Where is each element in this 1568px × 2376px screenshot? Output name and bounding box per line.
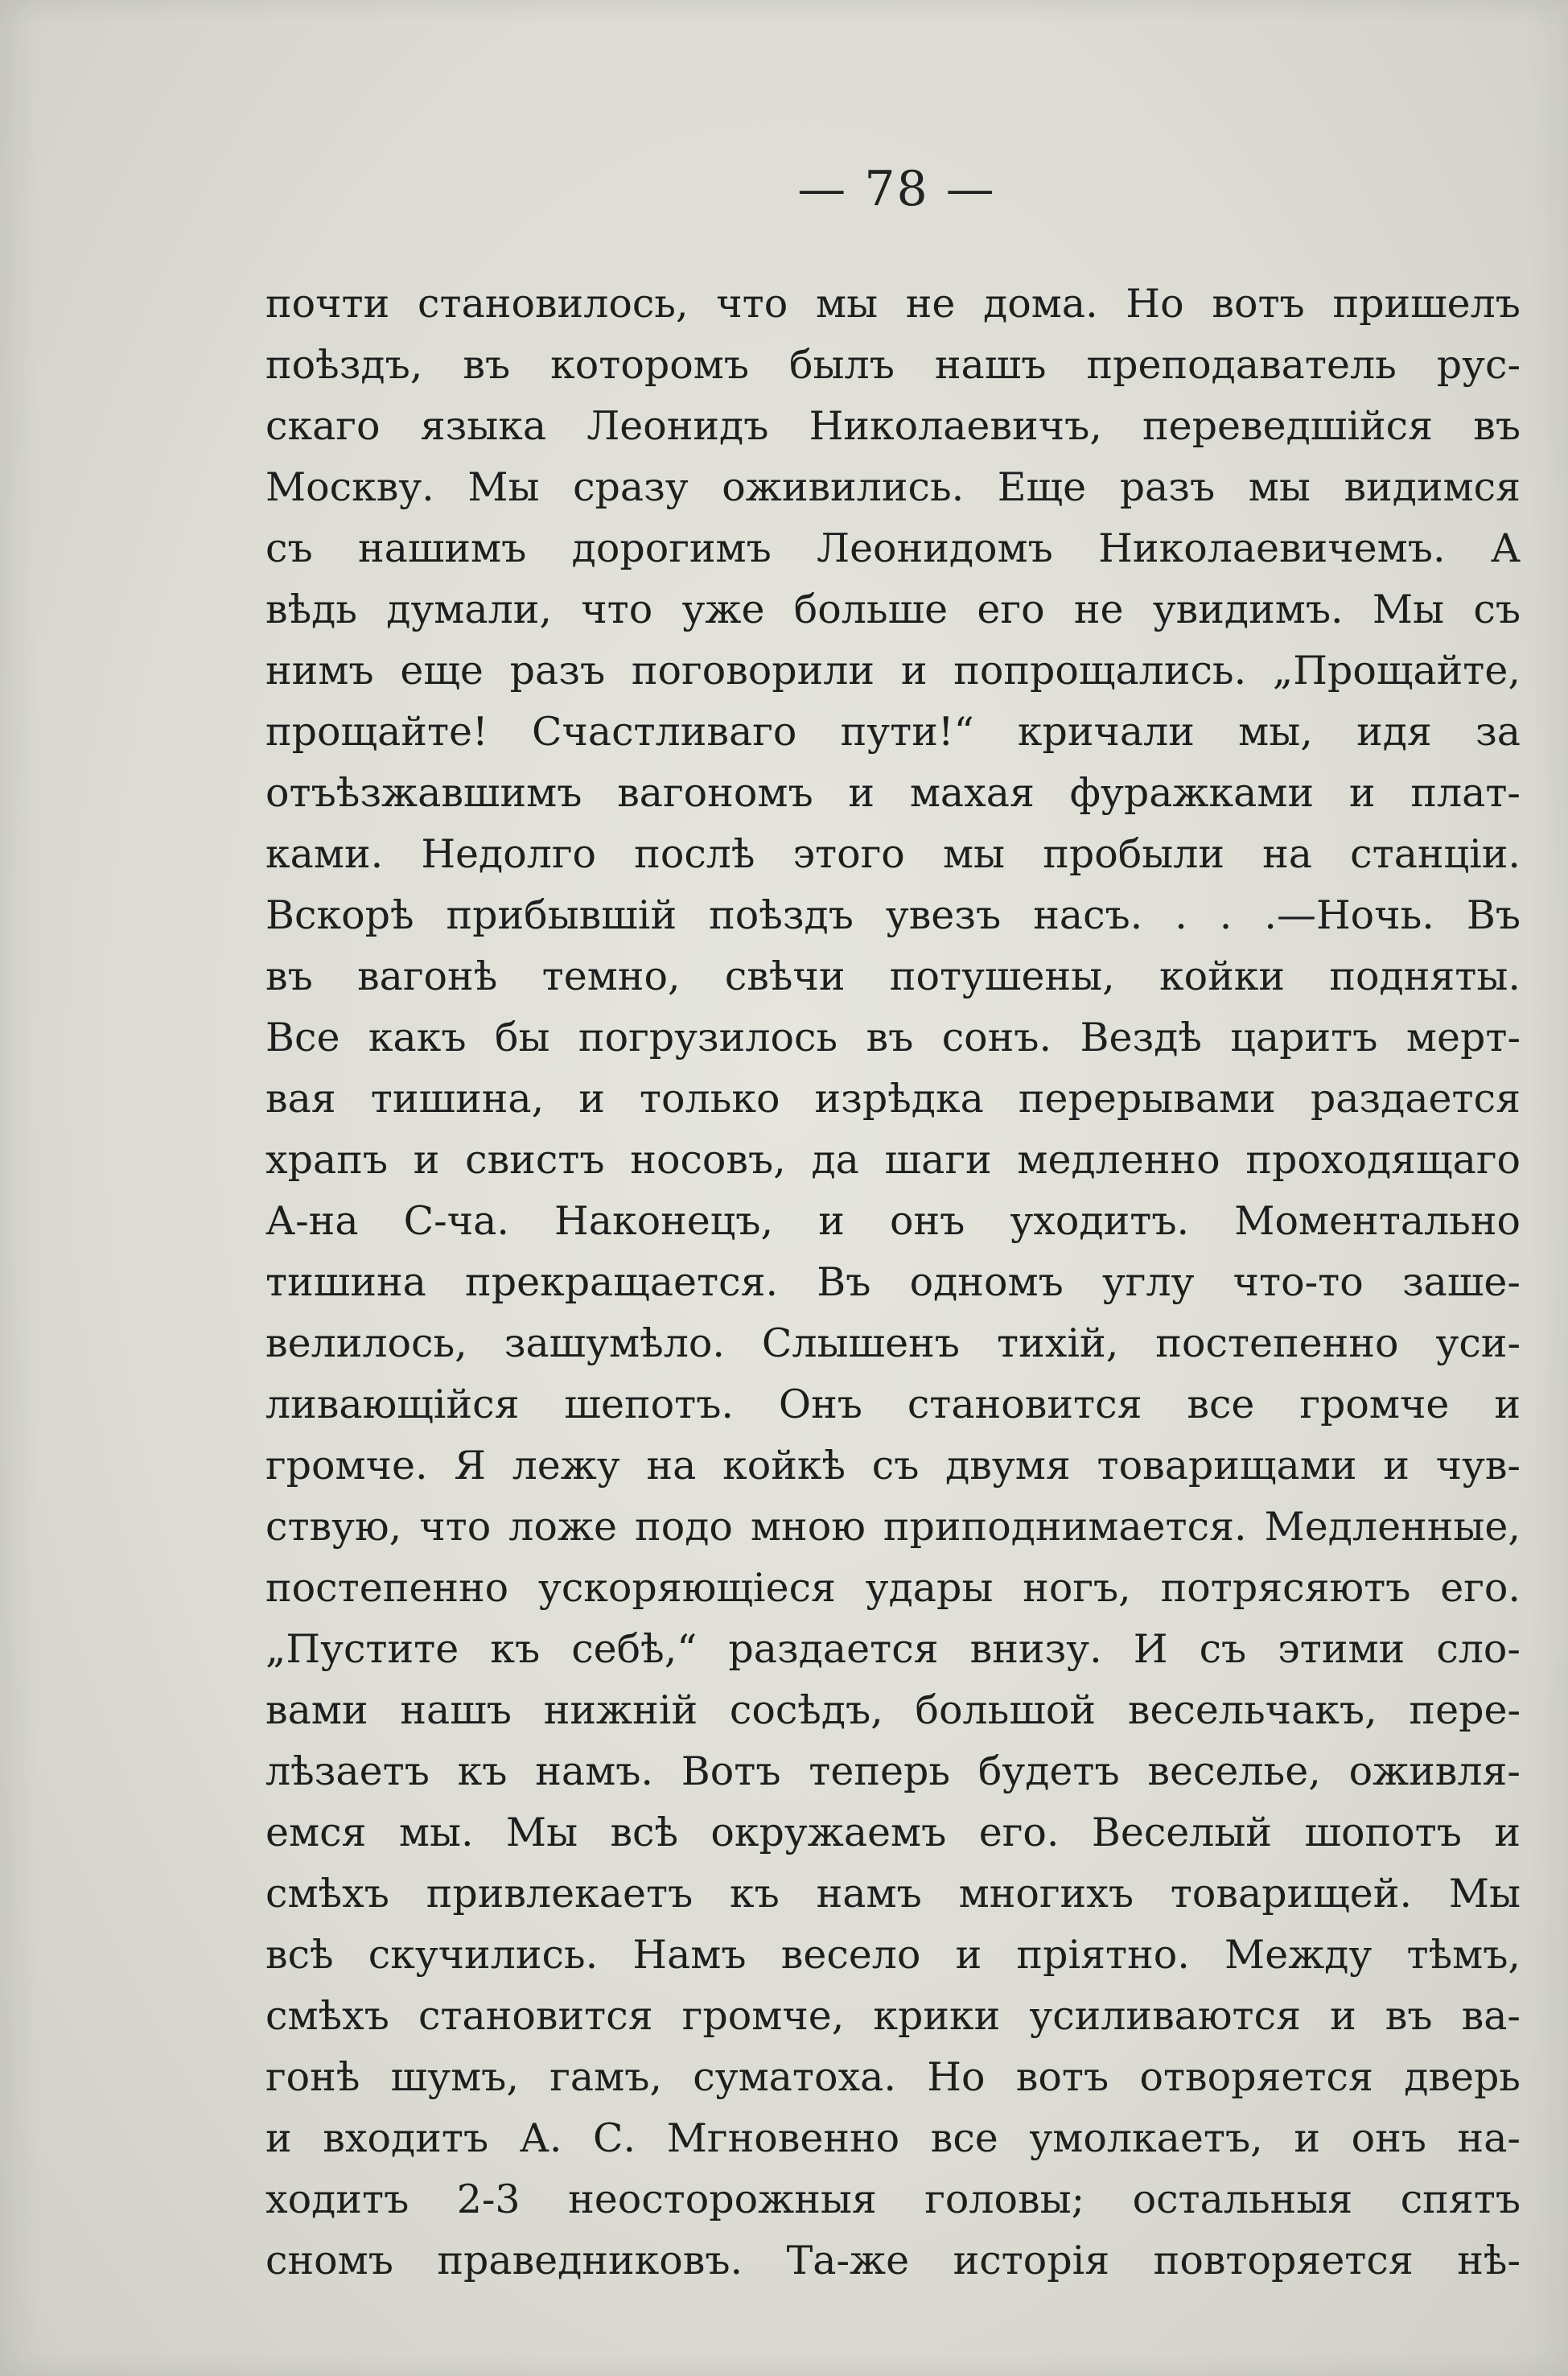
text-line: прощайте! Счастливаго пути!“ кричали мы, идя за: [265, 709, 1521, 755]
text-line: велилось, зашумѣло. Слышенъ тихій, постепенно уси-: [265, 1320, 1521, 1366]
text-line: Все какъ бы погрузилось въ сонъ. Вездѣ царитъ мерт-: [265, 1015, 1521, 1060]
text-line: съ нашимъ дорогимъ Леонидомъ Николаевичемъ. А: [265, 525, 1521, 571]
text-line: вѣдь думали, что уже больше его не увидимъ. Мы съ: [265, 587, 1521, 632]
text-line: въ вагонѣ темно, свѣчи потушены, койки подняты.: [265, 953, 1521, 999]
text-line: храпъ и свистъ носовъ, да шаги медленно проходящаго: [265, 1137, 1521, 1183]
text-line: ками. Недолго послѣ этого мы пробыли на станціи.: [265, 831, 1521, 877]
text-line: Вскорѣ прибывшій поѣздъ увезъ насъ. . . .—Ночь. Въ: [265, 892, 1521, 938]
text-line: Москву. Мы сразу оживились. Еще разъ мы видимся: [265, 464, 1521, 510]
text-line: почти становилось, что мы не дома. Но вотъ пришелъ: [265, 281, 1521, 327]
text-line: поѣздъ, въ которомъ былъ нашъ преподаватель рус-: [265, 342, 1521, 388]
text-line: сномъ праведниковъ. Та-же исторія повторяется нѣ-: [265, 2238, 1521, 2283]
text-line: отъѣзжавшимъ вагономъ и махая фуражками и плат-: [265, 770, 1521, 816]
text-line: смѣхъ привлекаетъ къ намъ многихъ товарищей. Мы: [265, 1871, 1521, 1917]
text-line: нимъ еще разъ поговорили и попрощались. „Прощайте,: [265, 648, 1521, 694]
text-line: вая тишина, и только изрѣдка перерывами раздается: [265, 1076, 1521, 1122]
text-line: смѣхъ становится громче, крики усиливаются и въ ва-: [265, 1993, 1521, 2039]
text-line: постепенно ускоряющіеся удары ногъ, потрясяютъ его.: [265, 1565, 1521, 1611]
text-line: всѣ скучились. Намъ весело и пріятно. Между тѣмъ,: [265, 1932, 1521, 1978]
text-line: громче. Я лежу на койкѣ съ двумя товарищами и чув-: [265, 1443, 1521, 1489]
text-line: „Пустите къ себѣ,“ раздается внизу. И съ этими сло-: [265, 1626, 1521, 1672]
text-line: вами нашъ нижній сосѣдъ, большой весельчакъ, пере-: [265, 1687, 1521, 1733]
text-line: скаго языка Леонидъ Николаевичъ, переведшійся въ: [265, 403, 1521, 449]
page-number: — 78 —: [797, 161, 996, 217]
text-line: А-на С-ча. Наконецъ, и онъ уходитъ. Моментально: [265, 1198, 1521, 1244]
text-line: ствую, что ложе подо мною приподнимается. Медленные,: [265, 1504, 1521, 1550]
text-line: лѣзаетъ къ намъ. Вотъ теперь будетъ веселье, оживля-: [265, 1748, 1521, 1794]
text-line: ливающійся шепотъ. Онъ становится все громче и: [265, 1382, 1521, 1427]
text-line: ходитъ 2-3 неосторожныя головы; остальныя спятъ: [265, 2176, 1521, 2222]
text-line: и входитъ А. С. Мгновенно все умолкаетъ, и онъ на-: [265, 2115, 1521, 2161]
body-text: [265, 274, 1521, 2292]
text-line: тишина прекращается. Въ одномъ углу что-то заше-: [265, 1259, 1521, 1305]
text-line: емся мы. Мы всѣ окружаемъ его. Веселый шопотъ и: [265, 1810, 1521, 1855]
text-line: гонѣ шумъ, гамъ, суматоха. Но вотъ отворяется дверь: [265, 2054, 1521, 2100]
